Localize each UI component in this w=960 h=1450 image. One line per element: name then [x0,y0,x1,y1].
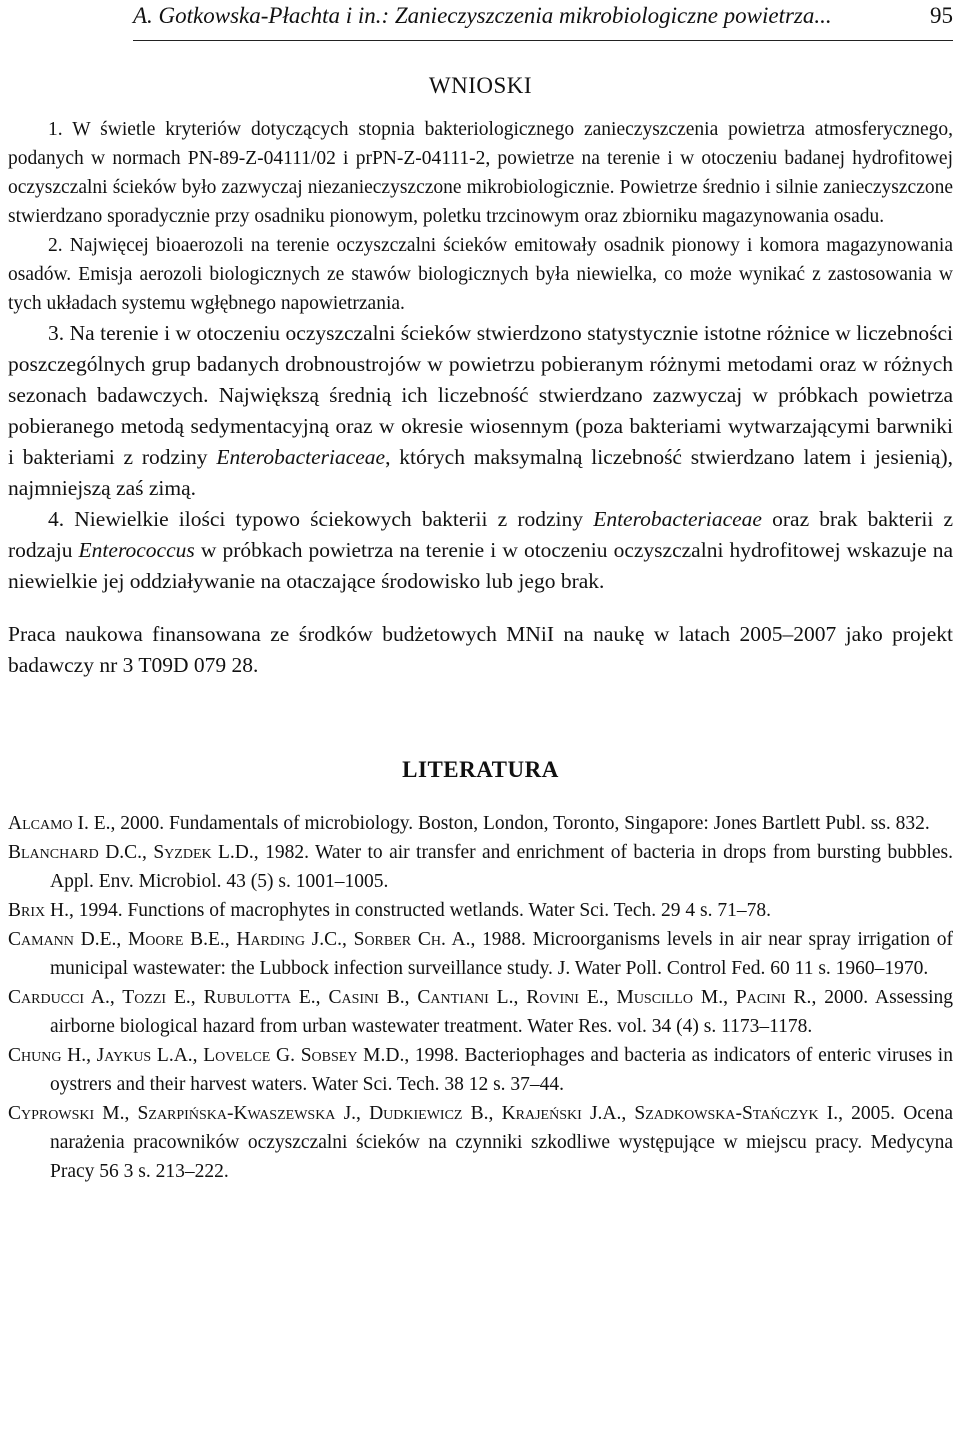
reference-item [8,1099,953,1186]
conclusion-2: 2. Najwięcej bioaerozoli na terenie oczyszczalni ścieków emitowały osadnik pionowy i komora magazynowania osadów. Emisja aerozoli biologicznych ze stawów biologicznych była niewielka, co może wynikać z zastosowania w tych układach systemu wgłębnego napowietrzania. [8,235,953,314]
page-number: 95 [930,3,953,28]
conclusion-1: 1. W świetle kryteriów dotyczących stopnia bakteriologicznego zanieczyszczenia powietrza atmosferycznego, podanych w normach PN-89-Z-04111/02 i prPN-Z-04111-2, powietrze na terenie i w otoczeniu badanej hydrofitowej oczyszczalni ścieków było zazwyczaj niezanieczyszczone mikrobiologicznie. Powietrze średnio i silnie zanieczyszczone stwierdzano sporadycznie przy osadniku pionowym, poletku trzcinowym oraz zbiorniku magazynowania osadu. [8,119,953,227]
conclusion-4-text-c: w próbkach powietrza na terenie i w otoczeniu oczyszczalni hydrofitowej wskazuje na niewielkie jej oddziaływanie na otaczające środowisko lub jego brak. [8,538,953,593]
reference-details: , 1998. Bacteriophages and bacteria as indicators of enteric viruses in oystrers and their harvest waters. Water Sci. Tech. 38 12 s. 37–44. [50,1045,953,1095]
reference-item [8,983,953,1041]
conclusion-4-taxon-1: Enterobacteriaceae [593,507,762,531]
conclusions-section [8,115,953,597]
conclusion-4-text-a: 4. Niewielkie ilości typowo ściekowych bakterii z rodziny [48,507,594,531]
conclusion-4-text-b: oraz brak bakterii z rodzaju [8,507,953,562]
reference-details: , 2005. Ocena narażenia pracowników oczyszczalni ścieków na czynniki szkodliwe występujące w miejscu pracy. Medycyna Pracy 56 3 s. 213–222. [50,1103,953,1182]
literature-heading: LITERATURA [402,757,559,782]
reference-authors: Brix H. [8,900,69,921]
conclusion-3-text-a: 3. Na terenie i w otoczeniu oczyszczalni ścieków stwierdzono statystycznie istotne różnice w liczebności poszczególnych grup badanych drobnoustrojów w powietrzu pobieranym różnymi metodami oraz w różnych sezonach badawczych. Największą średnią ich liczebność stwierdzano zazwyczaj w próbkach powietrza pobieranego metodą sedymentacyjną oraz w okresie wiosennym (poza bakteriami wytwarzającymi barwniki i bakteriami z rodziny [8,321,953,469]
reference-authors: Cyprowski M., Szarpińska-Kwaszewska J., Dudkiewicz B., Krajeński J.A., Szadkowska-Stańczyk I. [8,1103,839,1124]
reference-item [8,1041,953,1099]
reference-item [8,809,953,838]
conclusion-3-taxon: Enterobacteriaceae [216,445,386,469]
conclusions-heading: WNIOSKI [428,73,533,98]
reference-details: , 1994. Functions of macrophytes in constructed wetlands. Water Sci. Tech. 29 4 s. 71–78. [68,900,771,921]
conclusion-4-taxon-2: Enterococcus [78,538,195,562]
reference-item [8,896,953,925]
reference-authors: Camann D.E., Moore B.E., Harding J.C., Sorber Ch. A. [8,929,471,950]
reference-list [8,809,953,1186]
reference-details: , 2000. Assessing airborne biological hazard from urban wastewater treatment. Water Res. vol. 34 (4) s. 1173–1178. [50,987,953,1037]
document-page [8,0,953,1186]
reference-details: , 1988. Microorganisms levels in air near spray irrigation of municipal wastewater: the Lubbock infection surveillance study. J. Water Poll. Control Fed. 60 11 s. 1960–1970. [50,929,954,979]
reference-authors: Alcamo I. E. [8,813,111,834]
conclusion-4 [8,504,953,597]
conclusion-3-text-b: , których maksymalną liczebność stwierdzano latem i jesienią), najmniejszą zaś zimą. [8,445,954,500]
reference-details: , 1982. Water to air transfer and enrichment of bacteria in drops from bursting bubbles. Appl. Env. Microbiol. 43 (5) s. 1001–1005. [50,842,953,892]
reference-authors: Chung H., Jaykus L.A., Lovelce G. Sobsey M.D. [8,1045,405,1066]
reference-authors: Blanchard D.C., Syzdek L.D. [8,842,254,863]
reference-authors: Carducci A., Tozzi E., Rubulotta E., Casini B., Cantiani L., Rovini E., Muscillo M., Pacini R. [8,987,812,1008]
running-title: A. Gotkowska-Płachta i in.: Zanieczyszczenia mikrobiologiczne powietrza... [133,3,832,28]
running-header [133,0,953,41]
funding-note: Praca naukowa finansowana ze środków budżetowych MNiI na naukę w latach 2005–2007 jako projekt badawczy nr 3 T09D 079 28. [8,622,953,677]
reference-item [8,925,953,983]
reference-item [8,838,953,896]
reference-details: , 2000. Fundamentals of microbiology. Boston, London, Toronto, Singapore: Jones Bartlett Publ. ss. 832. [110,813,930,834]
conclusion-3 [8,318,953,504]
